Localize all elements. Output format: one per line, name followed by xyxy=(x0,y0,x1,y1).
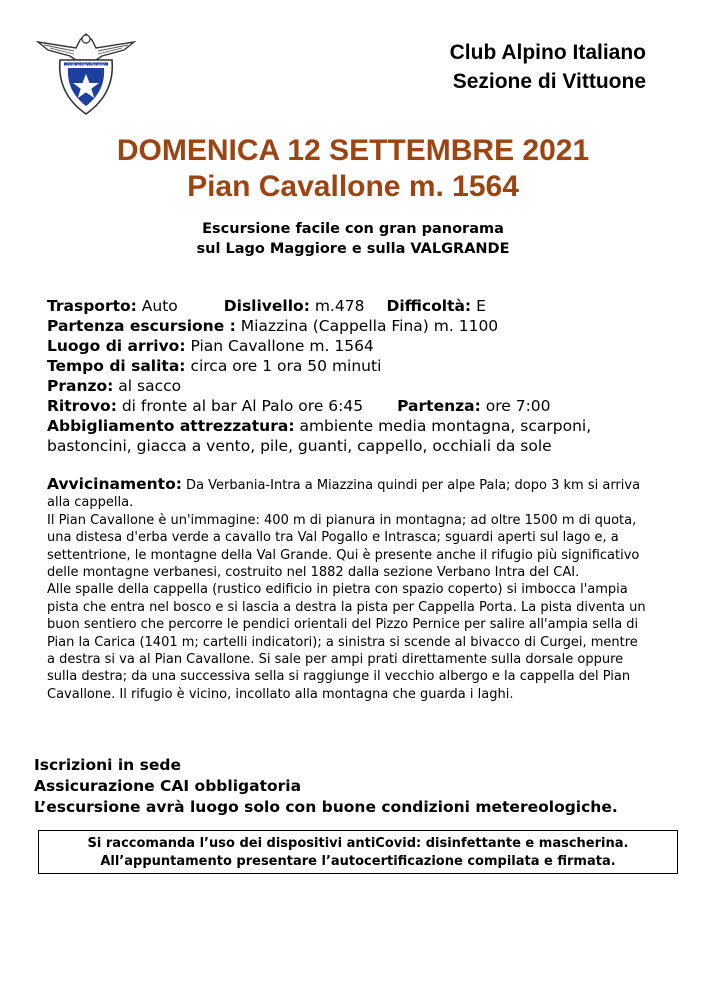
equipment-label: Abbigliamento attrezzatura: xyxy=(47,417,295,435)
club-section: Sezione di Vittuone xyxy=(452,70,646,93)
transport-value: Auto xyxy=(136,297,178,315)
ascent-time-value: circa ore 1 ora 50 minuti xyxy=(185,357,382,375)
approach-label: Avvicinamento: xyxy=(47,475,182,493)
registration-notes xyxy=(34,755,694,818)
event-destination: Pian Cavallone m. 1564 xyxy=(187,170,519,203)
start-label: Partenza escursione : xyxy=(47,317,236,335)
event-title xyxy=(0,133,706,205)
difficulty-label: Difficoltà: xyxy=(386,297,472,315)
details-row-lunch xyxy=(47,376,677,396)
ascent-time-label: Tempo di salita: xyxy=(47,357,186,375)
note-insurance: Assicurazione CAI obbligatoria xyxy=(34,777,302,795)
covid-notice-box xyxy=(38,830,678,874)
elevation-label: Dislivello: xyxy=(223,297,310,315)
approach-intro xyxy=(47,476,647,512)
details-row-ascent-time xyxy=(47,356,677,376)
details-row-meeting xyxy=(47,396,677,416)
approach-paragraph-1: Il Pian Cavallone è un'immagine: 400 m di pianura in montagna; ad oltre 1500 m di quota, una distesa d'erba verde a cavallo tra Val Pogallo e Intrasca; sguardi aperti sul lago e, a settentrione, le montagne della Val Grande. Qui è presente anche il rifugio più significativo delle montagne verbanesi, costruito nel 1882 dalla sezione Verbano Intra del CAI. xyxy=(47,512,640,581)
notice-line1: Si raccomanda l’uso dei dispositivi antiCovid: disinfettante e mascherina. xyxy=(87,836,629,851)
approach-description xyxy=(47,476,647,703)
elevation-value: m.478 xyxy=(309,297,365,315)
arrival-value: Pian Cavallone m. 1564 xyxy=(185,337,374,355)
club-header xyxy=(346,38,646,96)
approach-paragraph-2: Alle spalle della cappella (rustico edificio in pietra con spazio coperto) si imbocca l'ampia pista che entra nel bosco e si lascia a destra la pista per Cappella Porta. La pista diventa un buon sentiero che percorre le pendici orientali del Pizzo Pernice per salire all'ampia sella di Pian la Carica (1401 m; cartelli indicatori); a sinistra si scende al bivacco di Curgei, mentre a destra si va al Pian Cavallone. Si sale per ampi prati direttamente sulla dorsale oppure sulla destra; da una successiva sella si raggiunge il vecchio albergo e la cappella del Pian Cavallone. Il rifugio è vicino, incollato alla montagna che guarda i laghi. xyxy=(47,582,646,702)
details-row-transport xyxy=(47,296,677,316)
details-row-start xyxy=(47,316,677,336)
meeting-label: Ritrovo: xyxy=(47,397,117,415)
equipment-value: ambiente media montagna, scarponi, bastoncini, giacca a vento, pile, guanti, cappello, occhiali da sole xyxy=(47,417,592,455)
club-name: Club Alpino Italiano xyxy=(449,41,646,64)
note-weather: L’escursione avrà luogo solo con buone condizioni metereologiche. xyxy=(34,798,618,816)
meeting-value: di fronte al bar Al Palo ore 6:45 xyxy=(116,397,364,415)
event-subtitle xyxy=(0,219,706,259)
approach-intro-text: Da Verbania-Intra a Miazzina quindi per alpe Pala; dopo 3 km si arriva alla cappella. xyxy=(47,478,641,511)
lunch-label: Pranzo: xyxy=(47,377,114,395)
notice-line2: All’appuntamento presentare l’autocertificazione compilata e firmata. xyxy=(100,854,616,869)
transport-label: Trasporto: xyxy=(47,297,137,315)
event-date: DOMENICA 12 SETTEMBRE 2021 xyxy=(116,134,590,167)
svg-text:CLUB ALPINO ITALIANO: CLUB ALPINO ITALIANO xyxy=(66,63,106,67)
details-row-equipment xyxy=(47,416,677,456)
subtitle-line1: Escursione facile con gran panorama xyxy=(202,221,504,237)
details-row-arrival xyxy=(47,336,677,356)
departure-value: ore 7:00 xyxy=(480,397,551,415)
lunch-value: al sacco xyxy=(113,377,182,395)
departure-label: Partenza: xyxy=(397,397,481,415)
note-registration: Iscrizioni in sede xyxy=(34,756,181,774)
arrival-label: Luogo di arrivo: xyxy=(47,337,186,355)
subtitle-line2: sul Lago Maggiore e sulla VALGRANDE xyxy=(196,241,510,257)
trip-details xyxy=(47,296,677,456)
eagle-star-emblem-icon xyxy=(36,30,136,120)
difficulty-value: E xyxy=(471,297,486,315)
cai-logo xyxy=(36,30,136,120)
start-value: Miazzina (Cappella Fina) m. 1100 xyxy=(235,317,499,335)
